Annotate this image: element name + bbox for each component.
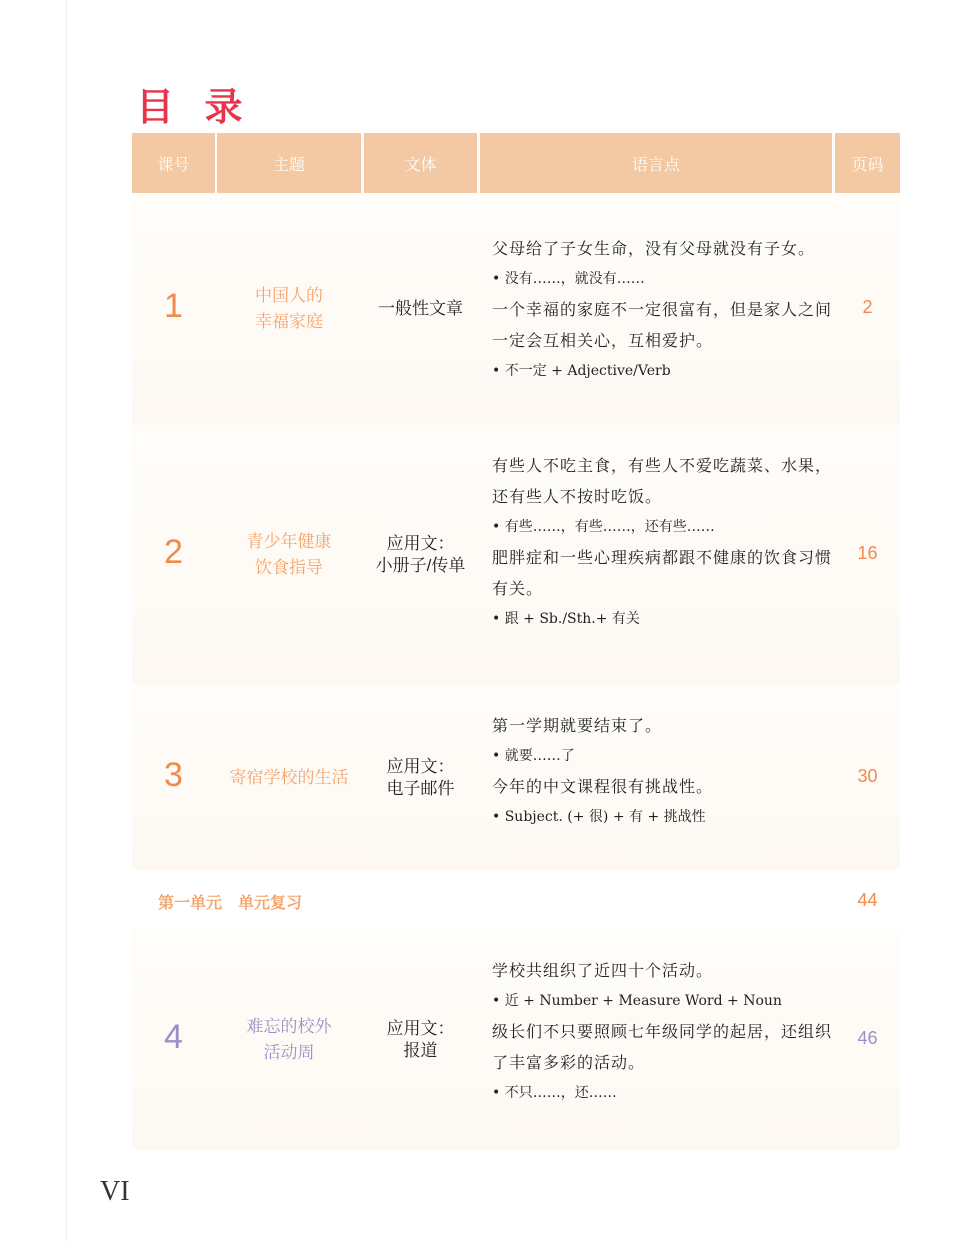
lesson-genre xyxy=(364,533,477,577)
page-link[interactable]: 2 xyxy=(862,297,873,317)
lesson-number: 1 xyxy=(164,287,183,325)
topic-line: 幸福家庭 xyxy=(255,312,323,331)
example-sentence: 学校共组织了近四十个活动。 xyxy=(492,961,714,980)
lesson-topic[interactable] xyxy=(217,765,361,791)
page-edge xyxy=(66,0,67,1242)
lesson-number: 3 xyxy=(164,755,183,794)
genre-line: 报道 xyxy=(403,1041,438,1060)
lesson-topic[interactable] xyxy=(217,283,361,335)
header-page: 页码 xyxy=(835,133,900,193)
genre-line: 应用文： xyxy=(386,534,455,553)
lesson-genre xyxy=(364,756,477,800)
genre-line: 一般性文章 xyxy=(378,299,463,318)
grammar-pattern: • 不只……，还…… xyxy=(492,1085,617,1101)
header-genre: 文体 xyxy=(364,133,477,193)
grammar-pattern: • Subject. (+ 很) + 有 + 挑战性 xyxy=(492,809,706,825)
lesson-genre xyxy=(364,1018,477,1062)
page-link[interactable]: 16 xyxy=(857,543,878,563)
page-link[interactable]: 46 xyxy=(857,1028,878,1048)
unit-review-page[interactable]: 44 xyxy=(857,890,878,910)
lesson-row xyxy=(132,685,900,870)
topic-line: 中国人的 xyxy=(255,286,323,305)
language-points xyxy=(492,233,832,386)
lesson-topic[interactable] xyxy=(217,529,361,581)
lesson-row xyxy=(132,193,900,425)
lesson-row xyxy=(132,930,900,1150)
header-language-points: 语言点 xyxy=(480,133,832,193)
lesson-number: 2 xyxy=(164,533,183,571)
genre-line: 小册子/传单 xyxy=(375,556,466,575)
header-topic: 主题 xyxy=(217,133,361,193)
genre-line: 应用文： xyxy=(386,756,455,776)
lesson-topic[interactable] xyxy=(217,1014,361,1066)
language-points xyxy=(492,710,832,832)
grammar-pattern: • 近 + Number + Measure Word + Noun xyxy=(492,993,782,1009)
lesson-number: 4 xyxy=(164,1018,183,1056)
language-points xyxy=(492,450,832,634)
lesson-genre xyxy=(364,298,477,320)
header-lesson-number: 课号 xyxy=(132,133,215,193)
lesson-row xyxy=(132,425,900,685)
grammar-pattern: • 有些……，有些……，还有些…… xyxy=(492,519,715,535)
example-sentence: 一个幸福的家庭不一定很富有，但是家人之间一定会互相关心，互相爱护。 xyxy=(492,300,833,350)
genre-line: 应用文： xyxy=(386,1019,455,1038)
grammar-pattern: • 不一定 + Adjective/Verb xyxy=(492,363,671,379)
topic-line: 活动周 xyxy=(263,1043,315,1062)
page-link[interactable]: 30 xyxy=(857,765,878,786)
grammar-pattern: • 没有……，就没有…… xyxy=(492,271,645,287)
language-points xyxy=(492,955,832,1108)
grammar-pattern: • 跟 + Sb./Sth.+ 有关 xyxy=(492,611,640,627)
example-sentence: 级长们不只要照顾七年级同学的起居，还组织了丰富多彩的活动。 xyxy=(492,1022,833,1072)
topic-line: 饮食指导 xyxy=(255,558,323,577)
example-sentence: 第一学期就要结束了。 xyxy=(492,716,663,735)
topic-line: 难忘的校外 xyxy=(246,1017,332,1036)
example-sentence: 今年的中文课程很有挑战性。 xyxy=(492,777,714,796)
example-sentence: 父母给了子女生命，没有父母就没有子女。 xyxy=(492,239,816,258)
topic-line: 寄宿学校的生活 xyxy=(229,767,349,787)
example-sentence: 肥胖症和一些心理疾病都跟不健康的饮食习惯有关。 xyxy=(492,548,833,598)
grammar-pattern: • 就要……了 xyxy=(492,748,575,764)
page-number: VI xyxy=(100,1176,130,1207)
genre-line: 电子邮件 xyxy=(386,778,455,798)
unit-review-label: 第一单元 单元复习 xyxy=(158,895,303,912)
example-sentence: 有些人不吃主食，有些人不爱吃蔬菜、水果，还有些人不按时吃饭。 xyxy=(492,456,833,506)
page-title: 目 录 xyxy=(136,87,253,129)
topic-line: 青少年健康 xyxy=(246,532,332,551)
unit-review-row[interactable] xyxy=(132,870,900,930)
